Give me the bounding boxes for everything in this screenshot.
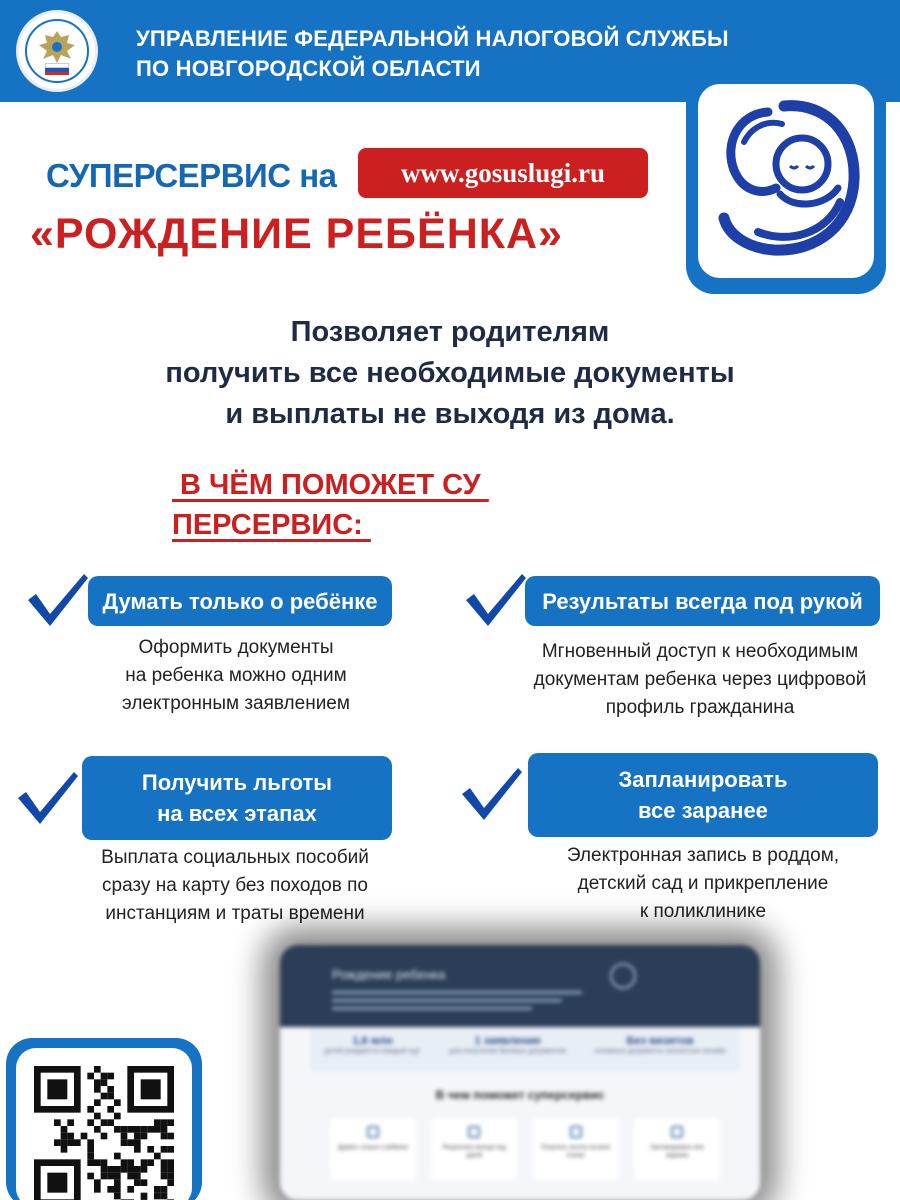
stat-item: Без визитов основные документы полностью онлайн (594, 1035, 726, 1055)
mother-child-icon (698, 84, 874, 278)
wallet-icon (570, 1126, 582, 1138)
stat-item: 1,6 млн детей рождается каждый год* (324, 1035, 421, 1055)
feature-3-title: Получить льготы на всех этапах (82, 756, 392, 840)
screenshot-stats (310, 1027, 740, 1071)
fns-emblem-icon (16, 10, 98, 92)
supers-label: СУПЕРСЕРВИС на (46, 157, 337, 194)
help-heading: В ЧЁМ ПОМОЖЕТ СУ ПЕРСЕРВИС: (172, 469, 489, 541)
feature-1-desc: Оформить документы на ребенка можно одним электронным заявлением (122, 637, 350, 714)
qr-code-icon[interactable] (34, 1066, 174, 1200)
document-icon (367, 1126, 379, 1138)
stat-item: 1 заявление для получения базовых документов (449, 1035, 567, 1055)
feature-3-desc: Выплата социальных пособий сразу на карту без походов по инстанциям и траты времени (101, 847, 369, 924)
checkmark-icon (24, 570, 90, 630)
phone-icon (468, 1126, 480, 1138)
screenshot-title: Рождение ребенка (332, 967, 446, 982)
screenshot-hero (280, 945, 760, 1027)
flag-icon (45, 63, 69, 75)
feature-2-desc: Мгновенный доступ к необходимым документам ребенка через цифровой профиль гражданина (533, 641, 867, 718)
screenshot-card: Получить льготы на всех этапах (533, 1118, 619, 1180)
screenshot-card: Думать только о ребенке (330, 1118, 416, 1180)
feature-1-title: Думать только о ребёнке (88, 576, 392, 626)
screenshot-heading: В чем поможет суперсервис (435, 1088, 605, 1102)
feature-4-desc: Электронная запись в роддом, детский сад и прикрепление к поликлинике (566, 845, 840, 922)
screenshot-card: Запланировать все заранее (634, 1118, 720, 1180)
checkmark-icon (14, 768, 80, 828)
mother-child-logo (686, 74, 886, 294)
checkmark-icon (458, 764, 524, 824)
qr-card (6, 1038, 202, 1200)
calendar-icon (671, 1126, 683, 1138)
screenshot-cards (330, 1118, 720, 1180)
feature-2-title: Результаты всегда под рукой (525, 576, 880, 626)
website-screenshot (280, 945, 760, 1200)
gosuslugi-url-badge[interactable]: www.gosuslugi.ru (358, 148, 648, 198)
intro-text: Позволяет родителям получить все необходимые документы и выплаты не выходя из дома. (165, 316, 735, 430)
badge-icon (610, 963, 636, 989)
feature-4-title: Запланировать все заранее (528, 753, 878, 837)
main-title: «РОЖДЕНИЕ РЕБЁНКА» (30, 210, 563, 258)
screenshot-card: Результаты всегда под рукой (431, 1118, 517, 1180)
checkmark-icon (462, 570, 528, 630)
header-title: УПРАВЛЕНИЕ ФЕДЕРАЛЬНОЙ НАЛОГОВОЙ СЛУЖБЫ ПО НОВГОРОДСКОЙ ОБЛАСТИ (136, 26, 729, 81)
